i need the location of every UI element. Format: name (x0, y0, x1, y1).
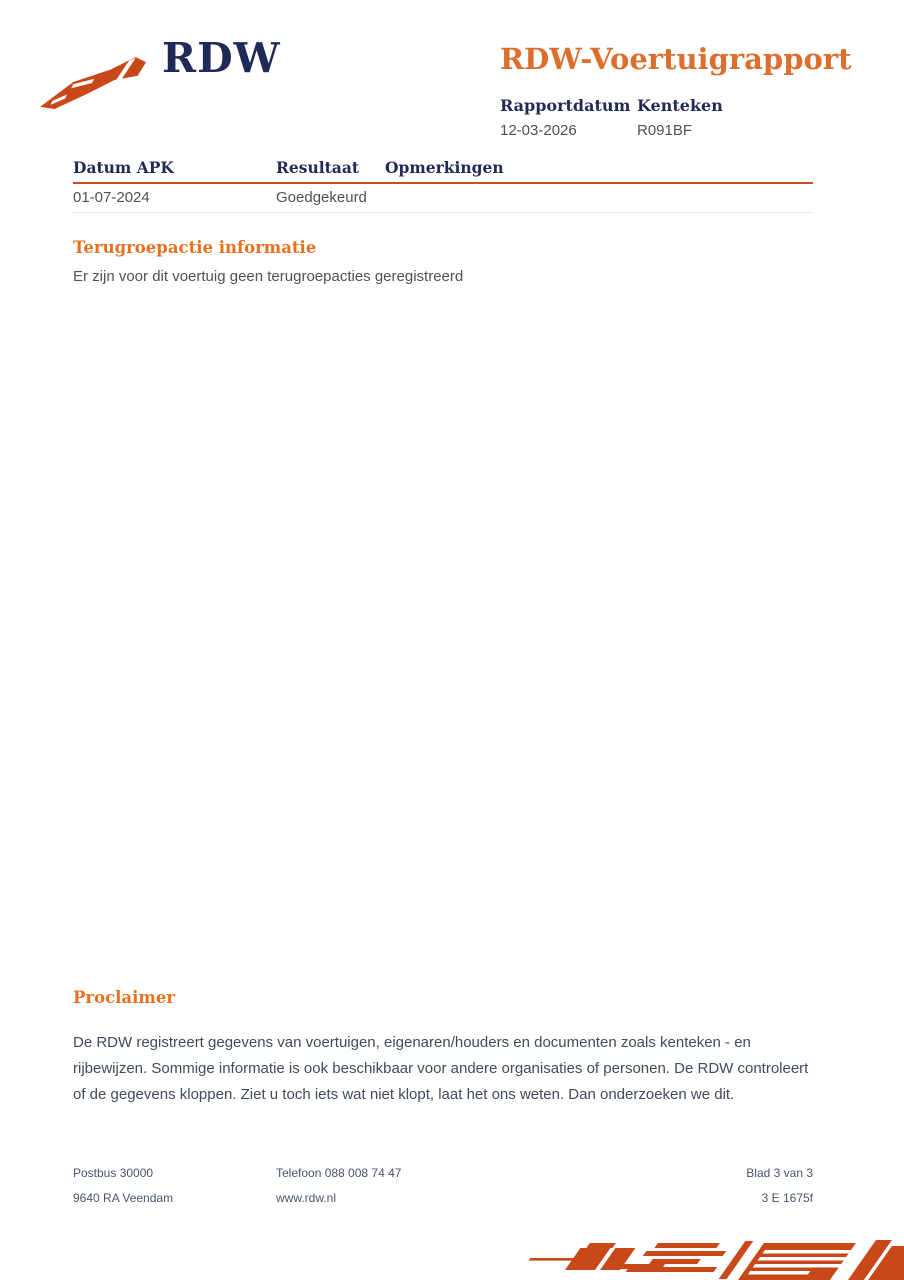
column-header-datum-apk: Datum APK (73, 158, 174, 177)
footer-address-line2: 9640 RA Veendam (73, 1191, 174, 1205)
recall-section-body: Er zijn voor dit voertuig geen terugroepacties geregistreerd (73, 268, 464, 285)
proclaimer-heading: Proclaimer (73, 988, 176, 1007)
rdw-flag-icon (38, 50, 146, 114)
recall-section (73, 238, 813, 285)
proclaimer-section (73, 988, 815, 1108)
cell-resultaat: Goedgekeurd (276, 189, 367, 206)
rdw-stripes-icon (514, 1240, 904, 1280)
page-title: RDW-Voertuigrapport (500, 42, 852, 76)
recall-section-heading: Terugroepactie informatie (73, 238, 317, 257)
report-date-block (500, 96, 630, 139)
footer-address-line1: Postbus 30000 (73, 1166, 154, 1180)
cell-datum-apk: 01-07-2024 (73, 189, 150, 206)
proclaimer-body: De RDW registreert gegevens van voertuigen, eigenaren/houders en documenten zoals kenteken - en rijbewijzen. Sommige informatie is ook beschikbaar voor andere organisaties of personen. De RDW controleert of de gegevens kloppen. Ziet u toch iets wat niet klopt, laat het ons weten. Dan onderzoeken we dit. (73, 1034, 809, 1103)
rdw-logo-text: RDW (162, 34, 281, 82)
report-date-value: 12-03-2026 (500, 122, 577, 139)
report-date-label: Rapportdatum (500, 96, 631, 115)
column-header-opmerkingen: Opmerkingen (385, 158, 504, 177)
footer-website: www.rdw.nl (276, 1191, 337, 1205)
footer-doc-code: 3 E 1675f (761, 1191, 813, 1205)
footer-page-info: Blad 3 van 3 (746, 1166, 813, 1180)
apk-table-header (73, 158, 813, 184)
cell-opmerkingen (385, 189, 813, 206)
apk-table (73, 158, 813, 213)
page-footer (73, 1166, 813, 1205)
column-header-resultaat: Resultaat (276, 158, 360, 177)
license-plate-value: R091BF (637, 122, 693, 139)
license-plate-label: Kenteken (637, 96, 723, 115)
license-plate-block (637, 96, 723, 139)
footer-phone: Telefoon 088 008 74 47 (276, 1166, 402, 1180)
table-row (73, 184, 813, 213)
